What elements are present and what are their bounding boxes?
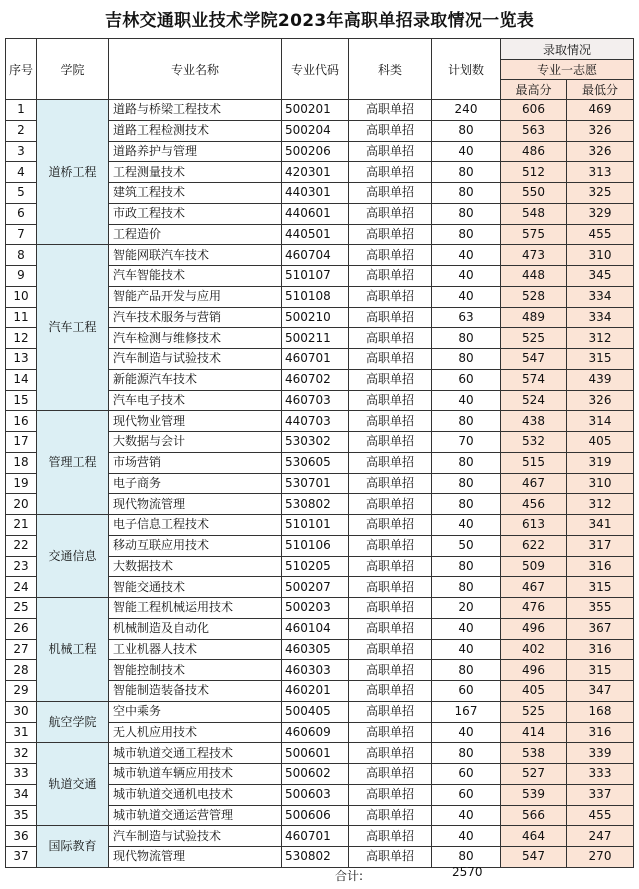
max-score: 402	[501, 639, 567, 660]
major-code: 510106	[282, 535, 349, 556]
major-code: 500602	[282, 764, 349, 785]
min-score: 312	[567, 494, 634, 515]
max-score: 525	[501, 701, 567, 722]
major-code: 500204	[282, 120, 349, 141]
header-plan: 计划数	[432, 39, 501, 100]
row-index: 3	[6, 141, 37, 162]
max-score: 486	[501, 141, 567, 162]
category: 高职单招	[349, 535, 432, 556]
major-code: 460703	[282, 390, 349, 411]
major-name: 汽车智能技术	[109, 266, 282, 287]
page-title: 吉林交通职业技术学院2023年高职单招录取情况一览表	[104, 11, 535, 31]
min-score: 315	[567, 577, 634, 598]
category: 高职单招	[349, 369, 432, 390]
major-code: 510101	[282, 515, 349, 536]
max-score: 527	[501, 764, 567, 785]
row-index: 37	[6, 847, 37, 868]
min-score: 333	[567, 764, 634, 785]
category: 高职单招	[349, 639, 432, 660]
major-name: 工程测量技术	[109, 162, 282, 183]
min-score: 334	[567, 286, 634, 307]
college-cell: 道桥工程	[37, 100, 109, 245]
plan-count: 80	[432, 203, 501, 224]
min-score: 310	[567, 245, 634, 266]
header-index: 序号	[6, 39, 37, 100]
category: 高职单招	[349, 515, 432, 536]
major-name: 道路与桥梁工程技术	[109, 100, 282, 121]
admission-table	[5, 38, 634, 868]
row-index: 10	[6, 286, 37, 307]
max-score: 548	[501, 203, 567, 224]
plan-count: 80	[432, 162, 501, 183]
header-min-score: 最低分	[567, 80, 634, 100]
major-name: 工业机器人技术	[109, 639, 282, 660]
major-code: 500603	[282, 784, 349, 805]
category: 高职单招	[349, 286, 432, 307]
plan-count: 80	[432, 411, 501, 432]
max-score: 574	[501, 369, 567, 390]
min-score: 455	[567, 805, 634, 826]
plan-count: 80	[432, 847, 501, 868]
min-score: 469	[567, 100, 634, 121]
plan-count: 40	[432, 515, 501, 536]
major-name: 汽车电子技术	[109, 390, 282, 411]
category: 高职单招	[349, 598, 432, 619]
min-score: 316	[567, 639, 634, 660]
major-code: 500201	[282, 100, 349, 121]
major-code: 460704	[282, 245, 349, 266]
major-name: 电子信息工程技术	[109, 515, 282, 536]
min-score: 270	[567, 847, 634, 868]
header-admission: 录取情况	[501, 39, 634, 60]
max-score: 524	[501, 390, 567, 411]
major-code: 460702	[282, 369, 349, 390]
min-score: 339	[567, 743, 634, 764]
max-score: 489	[501, 307, 567, 328]
category: 高职单招	[349, 764, 432, 785]
major-name: 现代物流管理	[109, 494, 282, 515]
row-index: 18	[6, 452, 37, 473]
major-name: 汽车制造与试验技术	[109, 826, 282, 847]
min-score: 337	[567, 784, 634, 805]
min-score: 316	[567, 722, 634, 743]
max-score: 509	[501, 556, 567, 577]
plan-count: 80	[432, 494, 501, 515]
row-index: 6	[6, 203, 37, 224]
row-index: 7	[6, 224, 37, 245]
table-row	[6, 826, 634, 847]
category: 高职单招	[349, 141, 432, 162]
plan-count: 80	[432, 183, 501, 204]
plan-count: 60	[432, 681, 501, 702]
max-score: 547	[501, 349, 567, 370]
major-name: 道路工程检测技术	[109, 120, 282, 141]
plan-count: 40	[432, 639, 501, 660]
category: 高职单招	[349, 183, 432, 204]
min-score: 315	[567, 349, 634, 370]
header-college: 学院	[37, 39, 109, 100]
major-name: 市政工程技术	[109, 203, 282, 224]
category: 高职单招	[349, 473, 432, 494]
row-index: 36	[6, 826, 37, 847]
plan-count: 80	[432, 120, 501, 141]
min-score: 325	[567, 183, 634, 204]
major-code: 500601	[282, 743, 349, 764]
category: 高职单招	[349, 805, 432, 826]
max-score: 538	[501, 743, 567, 764]
college-cell: 管理工程	[37, 411, 109, 515]
min-score: 329	[567, 203, 634, 224]
major-code: 460104	[282, 618, 349, 639]
category: 高职单招	[349, 266, 432, 287]
major-name: 汽车检测与维修技术	[109, 328, 282, 349]
row-index: 34	[6, 784, 37, 805]
major-name: 建筑工程技术	[109, 183, 282, 204]
max-score: 539	[501, 784, 567, 805]
plan-count: 20	[432, 598, 501, 619]
college-cell: 汽车工程	[37, 245, 109, 411]
min-score: 315	[567, 660, 634, 681]
college-cell: 机械工程	[37, 598, 109, 702]
min-score: 341	[567, 515, 634, 536]
major-code: 460701	[282, 826, 349, 847]
min-score: 347	[567, 681, 634, 702]
plan-count: 80	[432, 349, 501, 370]
category: 高职单招	[349, 701, 432, 722]
major-code: 440703	[282, 411, 349, 432]
row-index: 8	[6, 245, 37, 266]
max-score: 496	[501, 660, 567, 681]
plan-count: 240	[432, 100, 501, 121]
max-score: 575	[501, 224, 567, 245]
category: 高职单招	[349, 577, 432, 598]
max-score: 532	[501, 432, 567, 453]
plan-count: 80	[432, 473, 501, 494]
major-name: 智能网联汽车技术	[109, 245, 282, 266]
max-score: 464	[501, 826, 567, 847]
major-code: 530605	[282, 452, 349, 473]
header-first-choice: 专业一志愿	[501, 60, 634, 80]
category: 高职单招	[349, 432, 432, 453]
major-name: 机械制造及自动化	[109, 618, 282, 639]
total-label: 合计:	[335, 869, 364, 883]
row-index: 15	[6, 390, 37, 411]
category: 高职单招	[349, 743, 432, 764]
row-index: 16	[6, 411, 37, 432]
row-index: 21	[6, 515, 37, 536]
table-body	[6, 100, 634, 868]
plan-count: 60	[432, 784, 501, 805]
plan-count: 80	[432, 452, 501, 473]
min-score: 310	[567, 473, 634, 494]
table-row	[6, 100, 634, 121]
major-code: 460305	[282, 639, 349, 660]
plan-count: 80	[432, 660, 501, 681]
row-index: 9	[6, 266, 37, 287]
min-score: 247	[567, 826, 634, 847]
plan-count: 60	[432, 764, 501, 785]
major-name: 智能产品开发与应用	[109, 286, 282, 307]
college-cell: 航空学院	[37, 701, 109, 743]
major-code: 500203	[282, 598, 349, 619]
major-name: 城市轨道交通机电技术	[109, 784, 282, 805]
major-code: 530802	[282, 847, 349, 868]
min-score: 314	[567, 411, 634, 432]
major-code: 500206	[282, 141, 349, 162]
row-index: 27	[6, 639, 37, 660]
category: 高职单招	[349, 120, 432, 141]
row-index: 2	[6, 120, 37, 141]
major-name: 无人机应用技术	[109, 722, 282, 743]
major-name: 城市轨道车辆应用技术	[109, 764, 282, 785]
min-score: 355	[567, 598, 634, 619]
row-index: 17	[6, 432, 37, 453]
category: 高职单招	[349, 826, 432, 847]
header-code: 专业代码	[282, 39, 349, 100]
major-name: 工程造价	[109, 224, 282, 245]
major-code: 500210	[282, 307, 349, 328]
row-index: 25	[6, 598, 37, 619]
major-code: 440601	[282, 203, 349, 224]
row-index: 31	[6, 722, 37, 743]
major-name: 现代物流管理	[109, 847, 282, 868]
min-score: 326	[567, 390, 634, 411]
category: 高职单招	[349, 203, 432, 224]
category: 高职单招	[349, 245, 432, 266]
major-name: 智能控制技术	[109, 660, 282, 681]
row-index: 26	[6, 618, 37, 639]
category: 高职单招	[349, 307, 432, 328]
plan-count: 167	[432, 701, 501, 722]
category: 高职单招	[349, 411, 432, 432]
max-score: 496	[501, 618, 567, 639]
header-category: 科类	[349, 39, 432, 100]
plan-count: 63	[432, 307, 501, 328]
major-code: 440301	[282, 183, 349, 204]
table-row	[6, 598, 634, 619]
max-score: 467	[501, 473, 567, 494]
college-cell: 轨道交通	[37, 743, 109, 826]
college-cell: 交通信息	[37, 515, 109, 598]
summary-row	[0, 864, 639, 884]
category: 高职单招	[349, 556, 432, 577]
category: 高职单招	[349, 328, 432, 349]
min-score: 455	[567, 224, 634, 245]
major-name: 大数据与会计	[109, 432, 282, 453]
min-score: 405	[567, 432, 634, 453]
row-index: 28	[6, 660, 37, 681]
major-code: 530302	[282, 432, 349, 453]
major-name: 道路养护与管理	[109, 141, 282, 162]
row-index: 23	[6, 556, 37, 577]
header-major: 专业名称	[109, 39, 282, 100]
max-score: 550	[501, 183, 567, 204]
college-cell: 国际教育	[37, 826, 109, 868]
table-row	[6, 411, 634, 432]
row-index: 32	[6, 743, 37, 764]
min-score: 367	[567, 618, 634, 639]
max-score: 512	[501, 162, 567, 183]
row-index: 14	[6, 369, 37, 390]
major-code: 510108	[282, 286, 349, 307]
major-name: 空中乘务	[109, 701, 282, 722]
min-score: 326	[567, 120, 634, 141]
major-name: 智能工程机械运用技术	[109, 598, 282, 619]
max-score: 563	[501, 120, 567, 141]
max-score: 606	[501, 100, 567, 121]
row-index: 30	[6, 701, 37, 722]
major-name: 现代物业管理	[109, 411, 282, 432]
major-code: 460609	[282, 722, 349, 743]
major-code: 510205	[282, 556, 349, 577]
max-score: 613	[501, 515, 567, 536]
major-code: 440501	[282, 224, 349, 245]
category: 高职单招	[349, 618, 432, 639]
min-score: 316	[567, 556, 634, 577]
category: 高职单招	[349, 224, 432, 245]
min-score: 319	[567, 452, 634, 473]
plan-count: 80	[432, 224, 501, 245]
total-value: 2570	[452, 865, 483, 879]
major-name: 市场营销	[109, 452, 282, 473]
plan-count: 80	[432, 577, 501, 598]
plan-count: 40	[432, 826, 501, 847]
min-score: 334	[567, 307, 634, 328]
row-index: 1	[6, 100, 37, 121]
row-index: 24	[6, 577, 37, 598]
major-code: 500606	[282, 805, 349, 826]
max-score: 448	[501, 266, 567, 287]
category: 高职单招	[349, 722, 432, 743]
category: 高职单招	[349, 452, 432, 473]
row-index: 29	[6, 681, 37, 702]
major-code: 420301	[282, 162, 349, 183]
major-code: 460701	[282, 349, 349, 370]
plan-count: 40	[432, 141, 501, 162]
major-name: 新能源汽车技术	[109, 369, 282, 390]
max-score: 414	[501, 722, 567, 743]
max-score: 438	[501, 411, 567, 432]
major-name: 智能制造装备技术	[109, 681, 282, 702]
category: 高职单招	[349, 349, 432, 370]
min-score: 168	[567, 701, 634, 722]
major-name: 智能交通技术	[109, 577, 282, 598]
category: 高职单招	[349, 660, 432, 681]
category: 高职单招	[349, 847, 432, 868]
min-score: 317	[567, 535, 634, 556]
category: 高职单招	[349, 784, 432, 805]
max-score: 528	[501, 286, 567, 307]
category: 高职单招	[349, 162, 432, 183]
max-score: 467	[501, 577, 567, 598]
table-row	[6, 701, 634, 722]
max-score: 405	[501, 681, 567, 702]
major-code: 460303	[282, 660, 349, 681]
row-index: 5	[6, 183, 37, 204]
major-code: 530701	[282, 473, 349, 494]
min-score: 313	[567, 162, 634, 183]
plan-count: 80	[432, 743, 501, 764]
min-score: 439	[567, 369, 634, 390]
plan-count: 50	[432, 535, 501, 556]
max-score: 456	[501, 494, 567, 515]
major-name: 城市轨道交通运营管理	[109, 805, 282, 826]
plan-count: 40	[432, 266, 501, 287]
major-name: 城市轨道交通工程技术	[109, 743, 282, 764]
row-index: 13	[6, 349, 37, 370]
category: 高职单招	[349, 681, 432, 702]
major-code: 500207	[282, 577, 349, 598]
row-index: 19	[6, 473, 37, 494]
category: 高职单招	[349, 494, 432, 515]
row-index: 4	[6, 162, 37, 183]
plan-count: 40	[432, 805, 501, 826]
major-name: 电子商务	[109, 473, 282, 494]
row-index: 11	[6, 307, 37, 328]
max-score: 515	[501, 452, 567, 473]
row-index: 12	[6, 328, 37, 349]
header-max-score: 最高分	[501, 80, 567, 100]
category: 高职单招	[349, 100, 432, 121]
max-score: 473	[501, 245, 567, 266]
plan-count: 70	[432, 432, 501, 453]
table-row	[6, 743, 634, 764]
plan-count: 40	[432, 722, 501, 743]
plan-count: 40	[432, 245, 501, 266]
row-index: 20	[6, 494, 37, 515]
major-code: 500405	[282, 701, 349, 722]
min-score: 326	[567, 141, 634, 162]
table-row	[6, 515, 634, 536]
plan-count: 40	[432, 618, 501, 639]
table-row	[6, 245, 634, 266]
row-index: 22	[6, 535, 37, 556]
plan-count: 80	[432, 556, 501, 577]
category: 高职单招	[349, 390, 432, 411]
major-code: 500211	[282, 328, 349, 349]
max-score: 476	[501, 598, 567, 619]
major-name: 汽车制造与试验技术	[109, 349, 282, 370]
min-score: 312	[567, 328, 634, 349]
row-index: 35	[6, 805, 37, 826]
plan-count: 40	[432, 390, 501, 411]
plan-count: 40	[432, 286, 501, 307]
plan-count: 60	[432, 369, 501, 390]
plan-count: 80	[432, 328, 501, 349]
min-score: 345	[567, 266, 634, 287]
major-name: 汽车技术服务与营销	[109, 307, 282, 328]
major-code: 510107	[282, 266, 349, 287]
major-name: 移动互联应用技术	[109, 535, 282, 556]
row-index: 33	[6, 764, 37, 785]
max-score: 525	[501, 328, 567, 349]
major-code: 460201	[282, 681, 349, 702]
major-name: 大数据技术	[109, 556, 282, 577]
major-code: 530802	[282, 494, 349, 515]
max-score: 622	[501, 535, 567, 556]
max-score: 547	[501, 847, 567, 868]
max-score: 566	[501, 805, 567, 826]
